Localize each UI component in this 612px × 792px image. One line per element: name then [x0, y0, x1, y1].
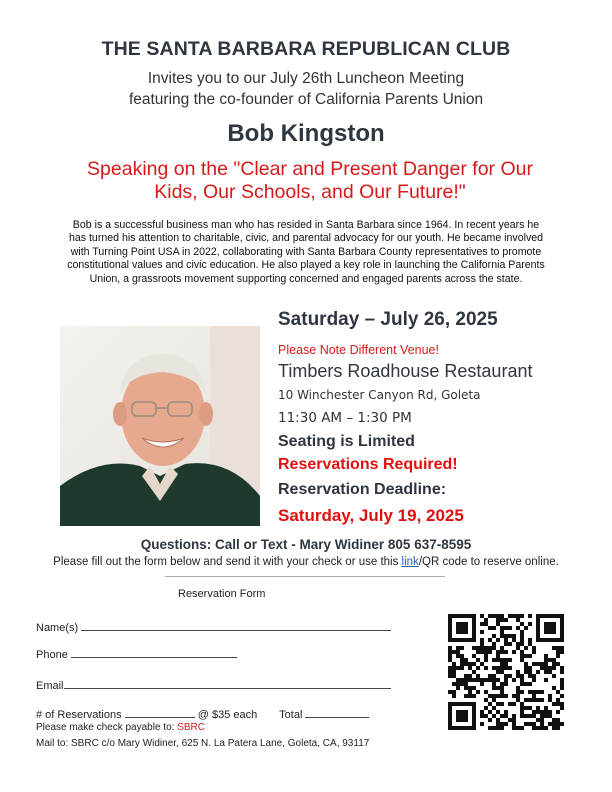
reservations-label: # of Reservations — [36, 709, 122, 721]
payable-to: SBRC — [177, 722, 205, 733]
bio-line: Union, a grassroots movement supporting concerned and engaged parents across the state. — [89, 272, 523, 285]
topic-line-1: Speaking on the "Clear and Present Danger for Our — [87, 158, 533, 180]
names-input-line[interactable] — [81, 620, 391, 631]
phone-label: Phone — [36, 649, 68, 661]
reservations-field[interactable] — [36, 707, 369, 721]
event-date: Saturday – July 26, 2025 — [278, 309, 498, 330]
names-field[interactable] — [36, 620, 391, 634]
mail-to: Mail to: SBRC c/o Mary Widiner, 625 N. La Patera Lane, Goleta, CA, 93117 — [36, 738, 370, 749]
names-label: Name(s) — [36, 622, 79, 634]
payable-text: Please make check payable to: — [36, 722, 178, 733]
speaker-topic — [40, 158, 580, 204]
venue-note: Please Note Different Venue! — [278, 343, 439, 357]
qr-code-graphic — [440, 606, 572, 738]
topic-line-2: Kids, Our Schools, and Our Future!" — [154, 181, 466, 203]
reserve-online-link[interactable]: link — [401, 556, 419, 568]
fill-text-before: Please fill out the form below and send it with your check or use this — [53, 556, 402, 568]
speaker-name: Bob Kingston — [227, 120, 385, 147]
invite-line-2: featuring the co-founder of California Parents Union — [128, 91, 484, 108]
email-label: Email — [36, 680, 64, 692]
event-time: 11:30 AM – 1:30 PM — [278, 410, 412, 426]
speaker-bio — [28, 219, 584, 286]
fill-text-after: /QR code to reserve online. — [418, 556, 559, 568]
speaker-portrait-icon — [60, 326, 260, 526]
form-divider — [165, 576, 445, 577]
seating-notice: Seating is Limited — [278, 433, 415, 450]
email-input-line[interactable] — [64, 678, 391, 689]
form-title: Reservation Form — [178, 588, 266, 600]
payable-note — [36, 722, 205, 733]
reservations-count-line[interactable] — [125, 707, 195, 718]
bio-line: Bob is a successful business man who has resided in Santa Barbara since 1964. In recent years he — [72, 219, 540, 231]
price-text: @ $35 each — [197, 709, 258, 721]
qr-code-icon[interactable] — [440, 606, 572, 738]
bio-line: has turned his attention to charitable, civic, and parental advocacy for our youth. He became involved — [68, 232, 544, 245]
total-input-line[interactable] — [305, 707, 369, 718]
email-field[interactable] — [36, 678, 391, 692]
speaker-photo — [60, 326, 260, 526]
bio-line: with Turning Point USA in 2022, collaborating with Santa Barbara County representatives to promote — [70, 245, 542, 258]
phone-field[interactable] — [36, 647, 237, 661]
fill-instructions — [0, 556, 612, 568]
deadline-label: Reservation Deadline: — [278, 481, 447, 498]
total-label: Total — [279, 709, 303, 721]
questions-contact: Questions: Call or Text - Mary Widiner 805 637-8595 — [140, 537, 472, 552]
reservations-required: Reservations Required! — [278, 456, 458, 473]
club-title: THE SANTA BARBARA REPUBLICAN CLUB — [101, 38, 511, 60]
phone-input-line[interactable] — [71, 647, 237, 658]
venue-address: 10 Winchester Canyon Rd, Goleta — [278, 388, 481, 402]
invite-line-1: Invites you to our July 26th Luncheon Meeting — [147, 70, 465, 87]
deadline-date: Saturday, July 19, 2025 — [278, 506, 464, 525]
venue-name: Timbers Roadhouse Restaurant — [278, 361, 533, 381]
bio-line: constitutional values and civic education. He also played a key role in launching the California Parents — [67, 259, 545, 272]
